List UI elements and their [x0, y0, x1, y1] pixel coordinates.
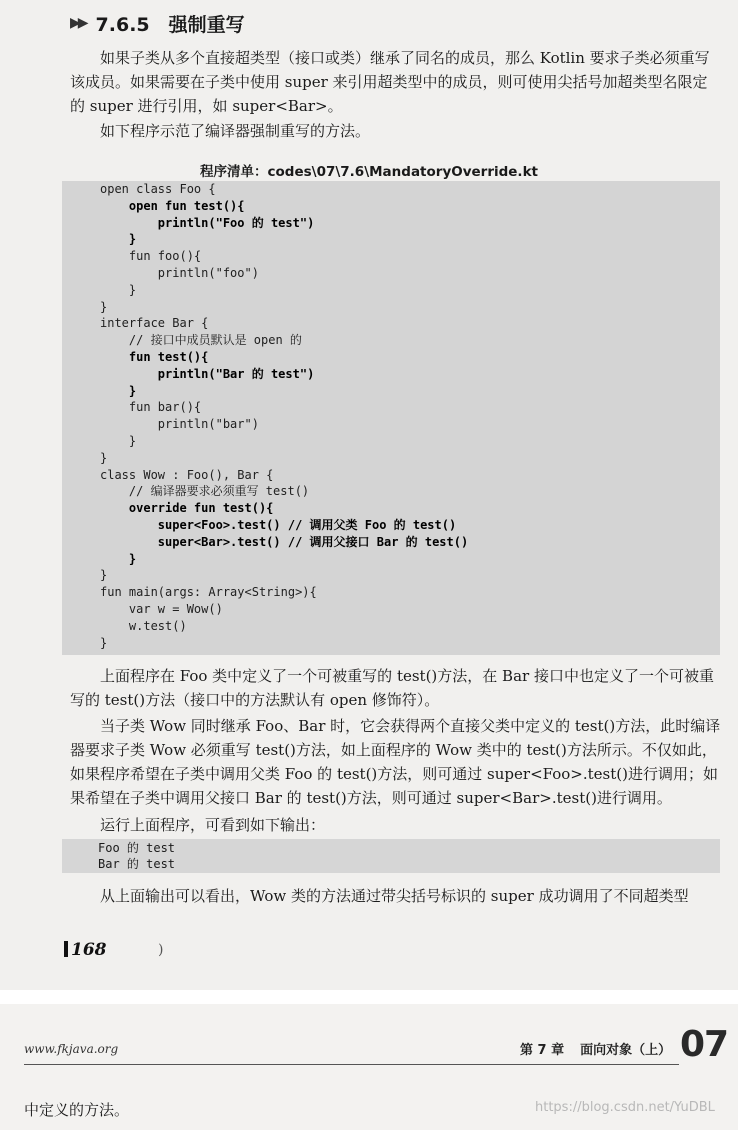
code-line: println("foo"): [100, 265, 259, 280]
paragraph-explanation-2: 当子类 Wow 同时继承 Foo、Bar 时，它会获得两个直接父类中定义的 test()方法，此时编译器要求子类 Wow 必须重写 test()方法，如上面程序的 Wow 类中的 test()方法所示。不仅如此，如果程序希望在子类中调用父类 Foo 的 test()方法，则可通过 super<Foo>.test()进行调用；如果希望在子类中调用父接口 Bar 的 test()方法，则可通过 super<Bar>.test()进行调用。: [70, 717, 721, 807]
chapter-title: 面向对象（上）: [580, 1043, 672, 1058]
code-line: override fun test(){: [100, 501, 274, 516]
code-line: }: [100, 299, 108, 314]
program-output: [62, 839, 720, 873]
paragraph-demo-intro: 如下程序示范了编译器强制重写的方法。: [100, 122, 371, 140]
code-line: fun test(){: [100, 349, 209, 364]
code-line: fun bar(){: [100, 400, 202, 415]
code-line: // 编译器要求必须重写 test(): [100, 484, 310, 499]
page-number: [64, 940, 107, 960]
code-line: }: [100, 383, 137, 398]
code-line: class Wow : Foo(), Bar {: [100, 467, 274, 482]
book-page-next: [0, 1004, 738, 1130]
page-number-bar: [64, 941, 68, 957]
page-number-text: 168: [71, 940, 107, 960]
code-line: open fun test(){: [100, 198, 245, 213]
paragraph-mandatory-override-intro: 如果子类从多个直接超类型（接口或类）继承了同名的成员，那么 Kotlin 要求子类必须重写该成员。如果需要在子类中使用 super 来引用超类型中的成员，则可使用尖括号加超类型名限定的 super 进行引用，如 super<Bar>。: [70, 49, 710, 115]
paragraph-output-intro: 运行上面程序，可看到如下输出：: [100, 816, 326, 834]
code-line: var w = Wow(): [100, 601, 223, 616]
site-url: www.fkjava.org: [24, 1042, 119, 1056]
page-gap: [0, 990, 738, 1004]
paragraph-conclusion: 从上面输出可以看出，Wow 类的方法通过带尖括号标识的 super 成功调用了不同超类型: [100, 887, 689, 905]
section-title: 7.6.5 强制重写: [95, 13, 245, 36]
code-line: }: [100, 282, 137, 297]
code-line: w.test(): [100, 618, 187, 633]
section-heading: [70, 8, 245, 38]
code-line: interface Bar {: [100, 316, 209, 331]
double-arrow-icon: ▶▶: [70, 15, 86, 31]
code-line: fun main(args: Array<String>){: [100, 585, 317, 600]
code-line: println("bar"): [100, 417, 259, 432]
code-line: }: [100, 450, 108, 465]
chapter-header: [520, 1039, 671, 1058]
code-listing: [62, 181, 720, 655]
code-line: }: [100, 635, 108, 650]
code-line: }: [100, 232, 137, 247]
code-line: }: [100, 551, 137, 566]
listing-title: 程序清单：codes\07\7.6\MandatoryOverride.kt: [200, 164, 538, 180]
code-line: }: [100, 568, 108, 583]
code-line: println("Bar 的 test"): [100, 366, 315, 381]
code-line: fun foo(){: [100, 249, 202, 264]
header-rule: [24, 1064, 679, 1065]
paragraph-explanation-1: 上面程序在 Foo 类中定义了一个可被重写的 test()方法，在 Bar 接口中也定义了一个可被重写的 test()方法（接口中的方法默认有 open 修饰符）。: [70, 667, 714, 709]
chapter-number: 07: [680, 1024, 729, 1065]
page-mark: ): [158, 942, 164, 958]
code-line: open class Foo {: [100, 182, 216, 196]
code-line: }: [100, 433, 137, 448]
code-line: super<Bar>.test() // 调用父接口 Bar 的 test(): [100, 534, 469, 549]
watermark: https://blog.csdn.net/YuDBL: [535, 1100, 715, 1115]
code-line: // 接口中成员默认是 open 的: [100, 333, 302, 348]
chapter-label: 第 7 章: [520, 1043, 565, 1058]
output-line: Bar 的 test: [98, 857, 176, 871]
continued-text: 中定义的方法。: [24, 1101, 130, 1119]
output-line: Foo 的 test: [98, 841, 176, 855]
code-line: super<Foo>.test() // 调用父类 Foo 的 test(): [100, 517, 457, 532]
code-line: println("Foo 的 test"): [100, 215, 315, 230]
